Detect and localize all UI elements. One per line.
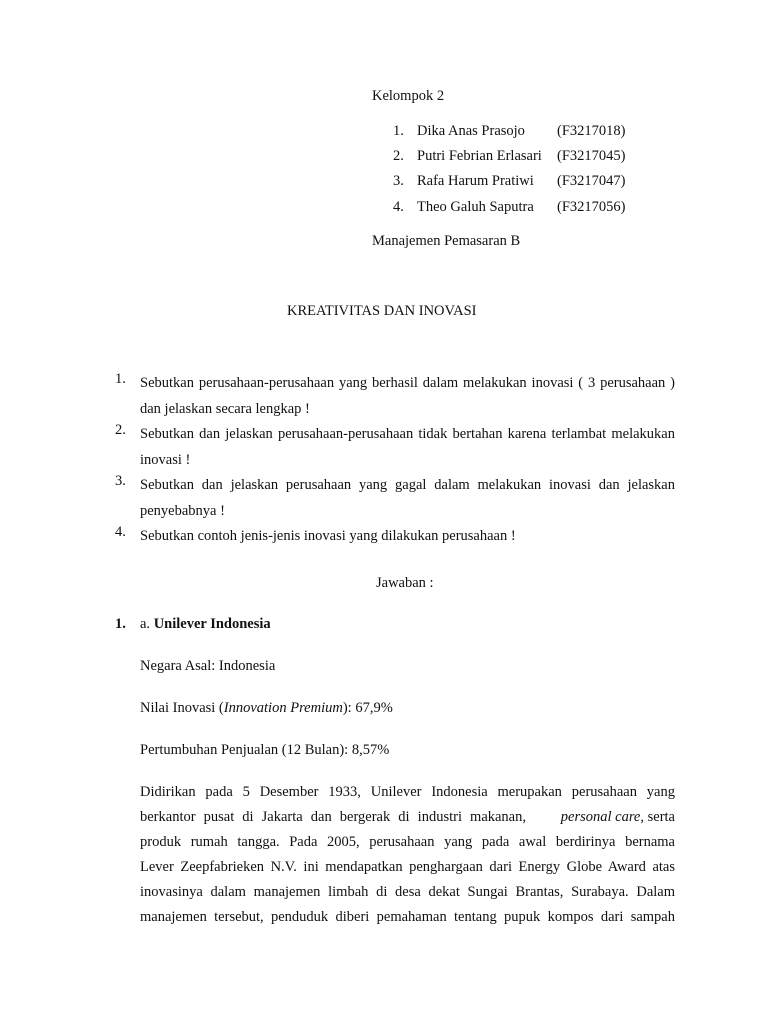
innovation-term: Innovation Premium [223,700,343,716]
question-number: 4. [115,524,126,540]
group-label: Kelompok 2 [372,88,445,104]
question-text: Sebutkan perusahaan-perusahaan yang berhasil dalam melakukan inovasi ( 3 perusahaan ) dan jelaskan secara lengkap ! [140,375,675,417]
paragraph-line-part [140,809,526,826]
member-id: (F3217045) [557,148,626,164]
list-item [0,123,768,143]
question-number: 2. [115,422,126,438]
paragraph-line: inovasinya dalam manajemen limbah di desa dekat Sungai Brantas, Surabaya. Dalam [140,884,675,900]
list-item [0,173,768,193]
personal-care-term: personal care [560,809,641,825]
paragraph-line-part [561,809,675,826]
innovation-suffix: ): 67,9% [342,700,393,716]
member-number: 1. [393,123,404,139]
answer-number: 1. [115,616,126,632]
paragraph-text: berkantor pusat di Jakarta dan bergerak di industri makanan, [140,809,526,825]
paragraph-line [140,809,675,826]
member-number: 4. [393,199,404,215]
member-number: 2. [393,148,404,164]
question-number: 1. [115,371,126,387]
member-name: Rafa Harum Pratiwi [417,173,534,189]
paragraph-line: manajemen tersebut, penduduk diberi pemahaman tentang pupuk kompos dari sampah [140,909,675,925]
member-id: (F3217056) [557,199,626,215]
member-name: Putri Febrian Erlasari [417,148,542,164]
question-item [115,524,675,550]
paragraph-text: , serta [640,809,675,825]
answer-sub-label: a. [140,616,151,632]
question-text: Sebutkan dan jelaskan perusahaan-perusahaan tidak bertahan karena terlambat melakukan inovasi ! [140,426,675,468]
list-item [0,199,768,219]
list-item [0,148,768,168]
member-name: Theo Galuh Saputra [417,199,534,215]
question-text: Sebutkan contoh jenis-jenis inovasi yang dilakukan perusahaan ! [140,528,516,544]
paragraph-line: Lever Zeepfabrieken N.V. ini mendapatkan penghargaan dari Energy Globe Award atas [140,859,675,875]
member-id: (F3217047) [557,173,626,189]
innovation-value [140,700,393,717]
member-id: (F3217018) [557,123,626,139]
member-number: 3. [393,173,404,189]
course-name: Manajemen Pemasaran B [372,233,521,249]
question-item [115,371,675,423]
sales-growth: Pertumbuhan Penjualan (12 Bulan): 8,57% [140,742,390,758]
member-name: Dika Anas Prasojo [417,123,525,139]
question-item [115,422,675,474]
page-title: KREATIVITAS DAN INOVASI [287,303,477,319]
question-text: Sebutkan dan jelaskan perusahaan yang gagal dalam melakukan inovasi dan jelaskan penyebabnya ! [140,477,675,519]
paragraph-line: produk rumah tangga. Pada 2005, perusahaan yang pada awal berdirinya bernama [140,834,675,850]
answer-heading: Jawaban : [376,575,434,591]
innovation-prefix: Nilai Inovasi ( [140,700,224,716]
country-of-origin: Negara Asal: Indonesia [140,658,276,674]
question-item [115,473,675,525]
question-number: 3. [115,473,126,489]
answer-company-heading [140,616,271,633]
paragraph-line: Didirikan pada 5 Desember 1933, Unilever Indonesia merupakan perusahaan yang [140,784,675,800]
company-name: Unilever Indonesia [153,616,271,632]
